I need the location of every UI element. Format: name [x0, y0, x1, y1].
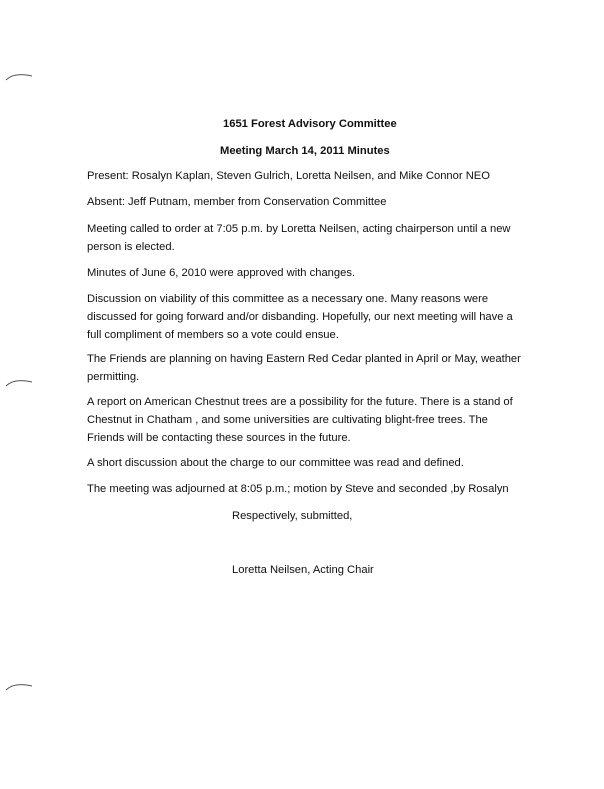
paragraph-line: person is elected. [87, 241, 175, 253]
charge-text: A short discussion about the charge to our committee was read and defined. [87, 457, 464, 469]
paragraph-line: permitting. [87, 371, 140, 383]
absent-line [87, 193, 527, 211]
paragraph-line: The Friends are planning on having Eastern Red Cedar planted in April or May, weather [87, 353, 521, 365]
punch-hole-mark-bottom [4, 680, 34, 694]
minutes-approved-text: Minutes of June 6, 2010 were approved with changes. [87, 267, 356, 279]
signature-text: Loretta Neilsen, Acting Chair [232, 564, 374, 576]
document-title: 1651 Forest Advisory Committee [223, 118, 397, 130]
charge-line [87, 454, 527, 472]
paragraph-line: discussed for going forward and/or disbanding. Hopefully, our next meeting will have a [87, 311, 513, 323]
paragraph-line: Discussion on viability of this committee as a necessary one. Many reasons were [87, 293, 489, 305]
paragraph-line: Chestnut in Chatham , and some universities are cultivating blight-free trees. The [87, 414, 488, 426]
called-to-order-paragraph [87, 220, 527, 256]
punch-hole-mark-middle [4, 376, 34, 390]
minutes-approved-line [87, 264, 527, 282]
present-line [87, 167, 527, 185]
paragraph-line: Meeting called to order at 7:05 p.m. by Loretta Neilsen, acting chairperson until a new [87, 223, 511, 235]
paragraph-line: A report on American Chestnut trees are a possibility for the future. There is a stand of [87, 396, 513, 408]
adjourned-text: The meeting was adjourned at 8:05 p.m.; motion by Steve and seconded ,by Rosalyn [87, 483, 509, 495]
punch-hole-mark-top [4, 70, 34, 84]
chestnut-paragraph [87, 393, 527, 447]
paragraph-line: Friends will be contacting these sources in the future. [87, 432, 351, 444]
viability-paragraph [87, 290, 527, 344]
present-text: Present: Rosalyn Kaplan, Steven Gulrich, Loretta Neilsen, and Mike Connor NEO [87, 170, 490, 182]
red-cedar-paragraph [87, 350, 527, 386]
closing-text: Respectively, submitted, [232, 510, 353, 522]
paragraph-line: full compliment of members so a vote could ensue. [87, 329, 339, 341]
document-subtitle: Meeting March 14, 2011 Minutes [220, 145, 390, 157]
adjourned-line [87, 480, 527, 498]
absent-text: Absent: Jeff Putnam, member from Conservation Committee [87, 196, 387, 208]
